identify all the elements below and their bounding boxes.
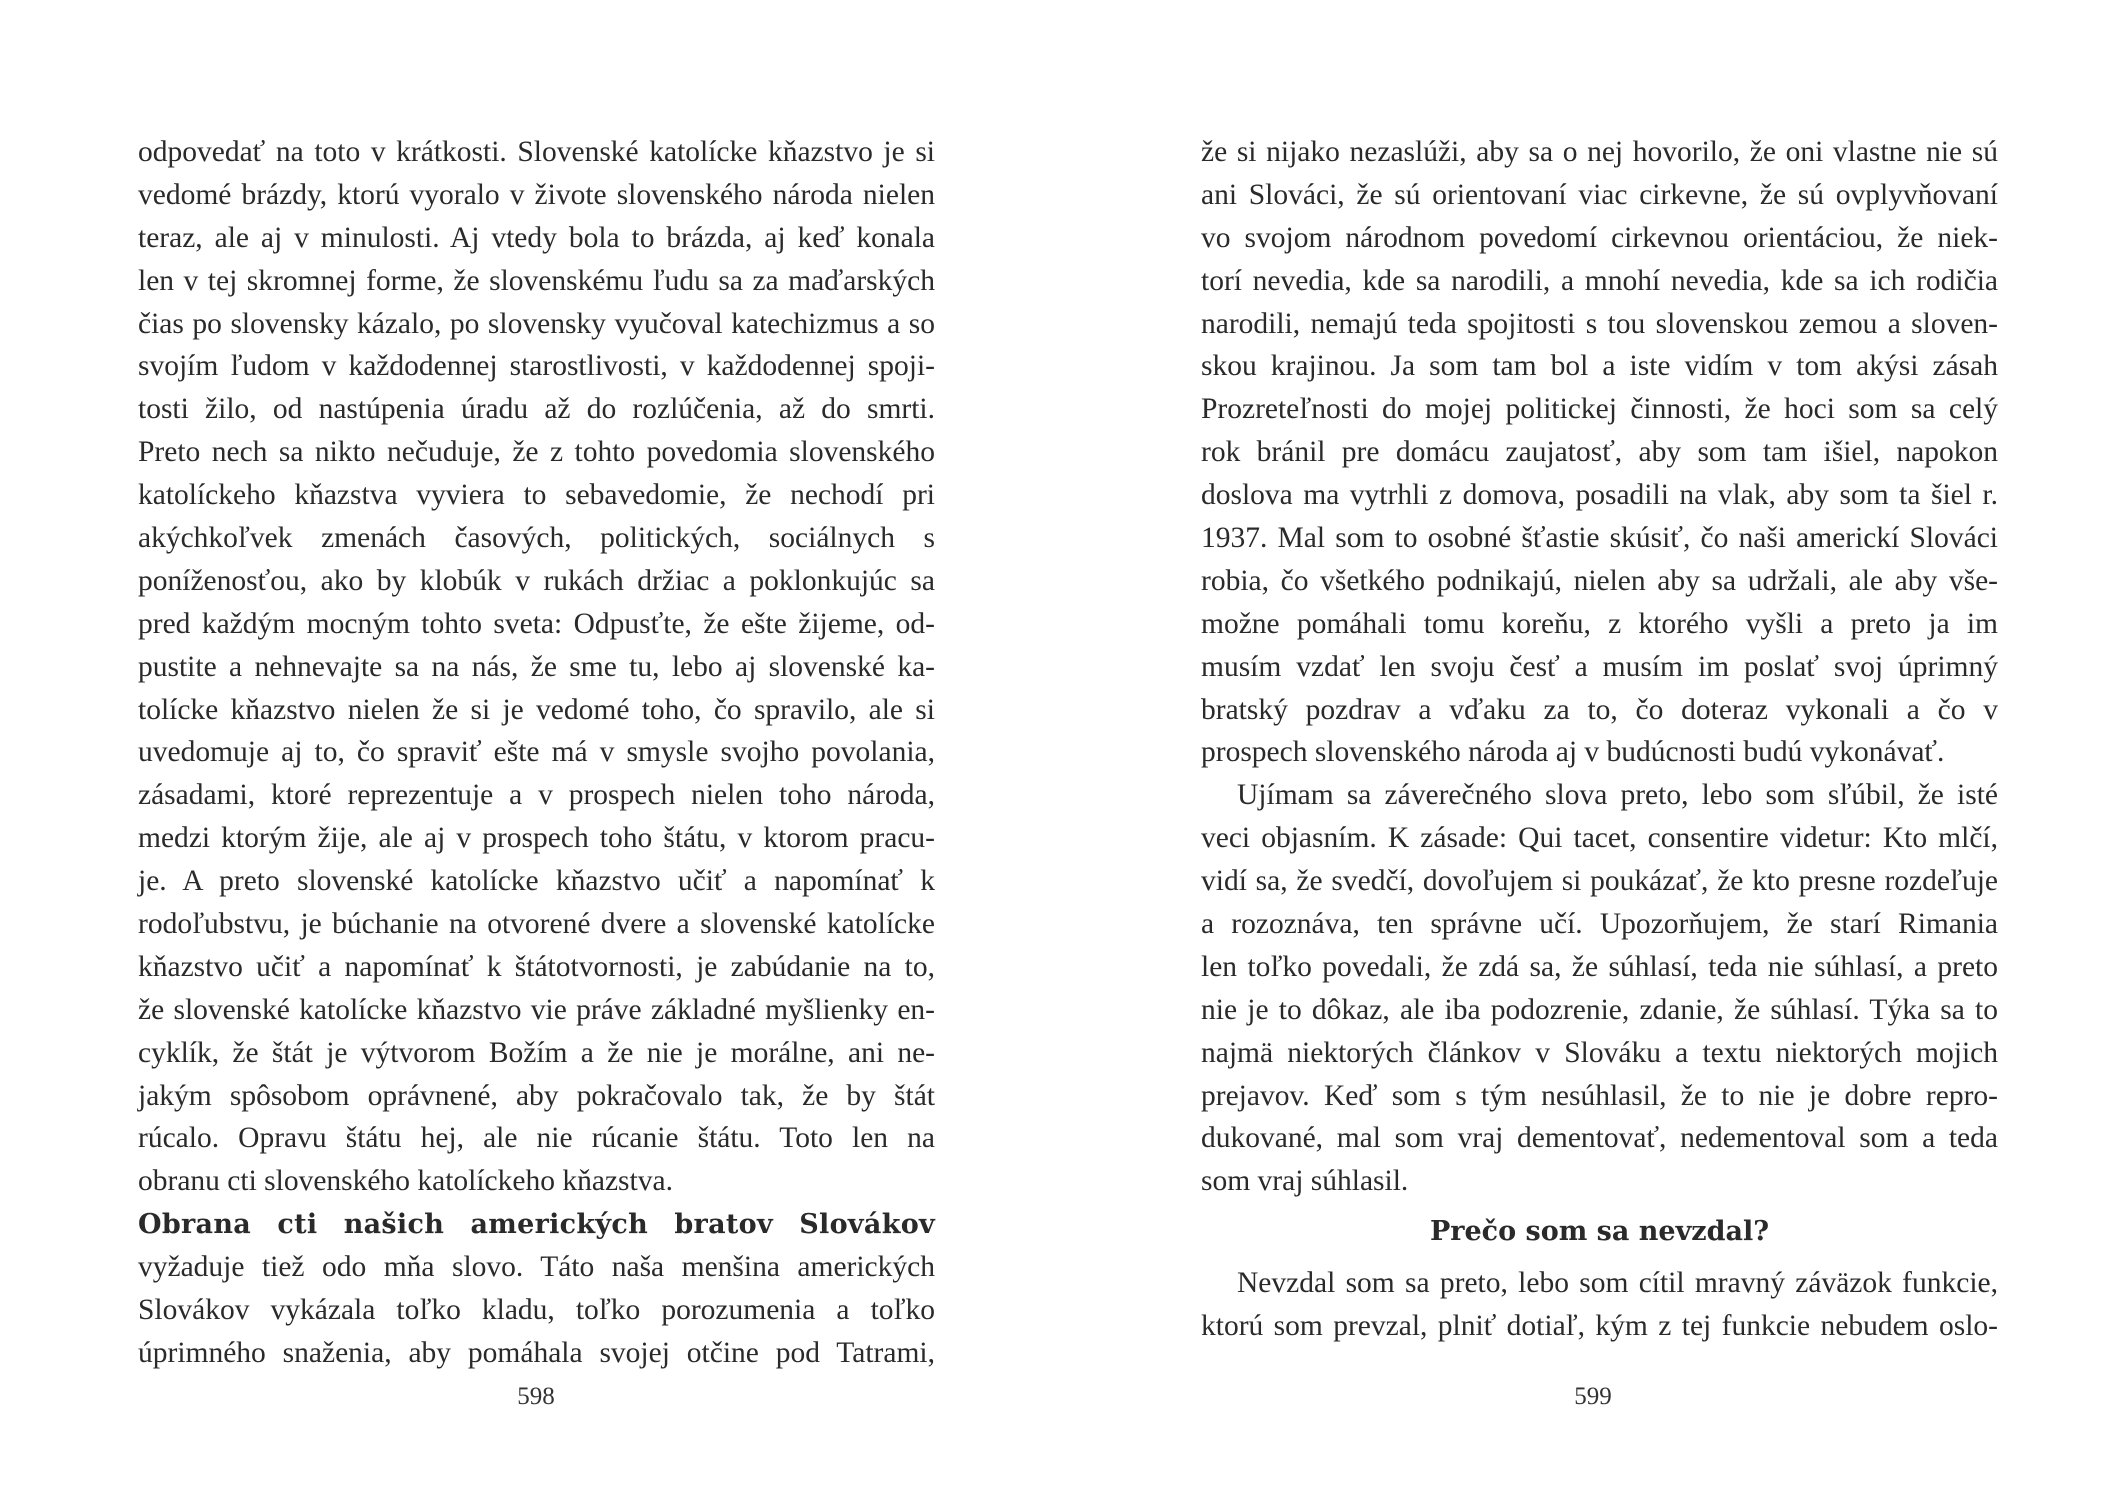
- text-line: 1937. Mal som to osobné šťastie skúsiť, čo naši americkí Slováci: [1201, 522, 1998, 555]
- bold-lead-line: [138, 1203, 935, 1246]
- text-line: Preto nech sa nikto nečuduje, že z tohto povedomia slovenského: [138, 436, 935, 469]
- text-line: ktorú som prevzal, plniť dotiaľ, kým z tej funkcie nebudem oslo-: [1201, 1310, 1998, 1343]
- text-line: prospech slovenského národa aj v budúcnosti budú vykonávať.: [1201, 736, 1945, 769]
- text-line: torí nevedia, kde sa narodili, a mnohí nevedia, kde sa ich rodičia: [1201, 264, 1998, 297]
- text-line: skou krajinou. Ja som tam bol a iste vidím v tom akýsi zásah: [1201, 350, 1998, 383]
- text-line: ani Slováci, že sú orientovaní viac cirkevne, že sú ovplyvňovaní: [1201, 178, 1998, 211]
- text-line: vidí sa, že svedčí, dovoľujem si poukázať, že kto presne rozdeľuje: [1201, 865, 1998, 898]
- text-line: je. A preto slovenské katolícke kňazstvo učiť a napomínať k: [138, 865, 935, 898]
- left-page-body: [138, 131, 935, 1375]
- bold-lead-text: Obrana cti našich amerických bratov Slovákov: [138, 1209, 935, 1241]
- text-line: katolíckeho kňazstva vyviera to sebavedomie, že nechodí pri: [138, 479, 935, 512]
- text-line: kňazstvo učiť a napomínať k štátotvornosti, je zabúdanie na to,: [138, 950, 935, 983]
- text-line: dukované, mal som vraj dementovať, nedementoval som a teda: [1201, 1122, 1998, 1155]
- text-line: poníženosťou, ako by klobúk v rukách držiac a poklonkujúc sa: [138, 564, 935, 597]
- text-line: Nevzdal som sa preto, lebo som cítil mravný záväzok funkcie,: [1237, 1267, 1998, 1300]
- text-line: len v tej skromnej forme, že slovenskému ľudu sa za maďarských: [138, 264, 935, 297]
- text-line: možne pomáhali tomu koreňu, z ktorého vyšli a preto ja im: [1201, 607, 1998, 640]
- text-line: úprimného snaženia, aby pomáhala svojej otčine pod Tatrami,: [138, 1336, 935, 1369]
- right-page: [1059, 0, 2118, 1500]
- text-line: akýchkoľvek zmenách časových, politických, sociálnych s: [138, 522, 935, 555]
- text-line: medzi ktorým žije, ale aj v prospech toho štátu, v ktorom pracu-: [138, 822, 935, 855]
- text-line: svojím ľudom v každodennej starostlivosti, v každodennej spoji-: [138, 350, 935, 383]
- text-line: že slovenské katolícke kňazstvo vie práve základné myšlienky en-: [138, 993, 935, 1026]
- text-line: musím vzdať len svoju česť a musím im poslať svoj úprimný: [1201, 650, 1998, 683]
- text-line: robia, čo všetkého podnikajú, nielen aby sa udržali, ale aby vše-: [1201, 564, 1998, 597]
- text-line: som vraj súhlasil.: [1201, 1165, 1409, 1198]
- text-line: vedomé brázdy, ktorú vyoralo v živote slovenského národa nielen: [138, 178, 935, 211]
- section-heading: Prečo som sa nevzdal?: [1429, 1216, 1770, 1248]
- text-line: narodili, nemajú teda spojitosti s tou slovenskou zemou a sloven-: [1201, 307, 1998, 340]
- text-line: vo svojom národnom povedomí cirkevnou orientáciou, že niek-: [1201, 221, 1998, 254]
- text-line: bratský pozdrav a vďaku za to, čo doteraz vykonali a čo v: [1201, 693, 1998, 726]
- text-line: zásadami, ktoré reprezentuje a v prospech nielen toho národa,: [138, 779, 935, 812]
- text-line: rodoľubstvu, je búchanie na otvorené dvere a slovenské katolícke: [138, 908, 935, 941]
- text-line: veci objasním. K zásade: Qui tacet, consentire videtur: Kto mlčí,: [1201, 822, 1998, 855]
- text-line: Prozreteľnosti do mojej politickej činnosti, že hoci som sa celý: [1201, 393, 1998, 426]
- text-line: prejavov. Keď som s tým nesúhlasil, že to nie je dobre repro-: [1201, 1079, 1998, 1112]
- text-line: že si nijako nezaslúži, aby sa o nej hovorilo, že oni vlastne nie sú: [1201, 136, 1998, 168]
- text-line: uvedomuje aj to, čo spraviť ešte má v smysle svojho povolania,: [138, 736, 935, 769]
- text-line: cyklík, že štát je výtvorom Božím a že nie je morálne, ani ne-: [138, 1036, 935, 1069]
- right-page-body: [1201, 131, 1998, 1348]
- text-line: doslova ma vytrhli z domova, posadili na vlak, aby som ta šiel r.: [1201, 479, 1998, 512]
- text-line: nie je to dôkaz, ale iba podozrenie, zdanie, že súhlasí. Týka sa to: [1201, 993, 1998, 1026]
- text-line: čias po slovensky kázalo, po slovensky vyučoval katechizmus a so: [138, 307, 935, 340]
- text-line: a rozoznáva, ten správne učí. Upozorňujem, že starí Rimania: [1201, 908, 1998, 941]
- text-line: teraz, ale aj v minulosti. Aj vtedy bola to brázda, aj keď konala: [138, 221, 935, 254]
- text-line: Ujímam sa záverečného slova preto, lebo som sľúbil, že isté: [1237, 779, 1998, 812]
- page-number: 598: [517, 1383, 555, 1410]
- text-line: len toľko povedali, že zdá sa, že súhlasí, teda nie súhlasí, a preto: [1201, 950, 1998, 983]
- text-line: vyžaduje tiež odo mňa slovo. Táto naša menšina amerických: [138, 1251, 935, 1284]
- text-line: odpovedať na toto v krátkosti. Slovenské katolícke kňazstvo je si: [138, 136, 935, 168]
- text-line: tolícke kňazstvo nielen že si je vedomé toho, čo spravilo, ale si: [138, 693, 935, 726]
- text-line: Slovákov vykázala toľko kladu, toľko porozumenia a toľko: [138, 1294, 935, 1327]
- text-line: rúcalo. Opravu štátu hej, ale nie rúcanie štátu. Toto len na: [138, 1122, 935, 1155]
- text-line: pred každým mocným tohto sveta: Odpusťte, že ešte žijeme, od-: [138, 607, 935, 640]
- text-line: rok bránil pre domácu zaujatosť, aby som tam išiel, napokon: [1201, 436, 1998, 469]
- page-number: 599: [1574, 1383, 1612, 1410]
- text-line: najmä niektorých článkov v Slováku a textu niektorých mojich: [1201, 1036, 1998, 1069]
- text-line: tosti žilo, od nastúpenia úradu až do rozlúčenia, až do smrti.: [138, 393, 935, 426]
- text-line: pustite a nehnevajte sa na nás, že sme tu, lebo aj slovenské ka-: [138, 650, 935, 683]
- text-line: jakým spôsobom oprávnené, aby pokračovalo tak, že by štát: [138, 1079, 935, 1112]
- text-line: obranu cti slovenského katolíckeho kňazstva.: [138, 1165, 673, 1198]
